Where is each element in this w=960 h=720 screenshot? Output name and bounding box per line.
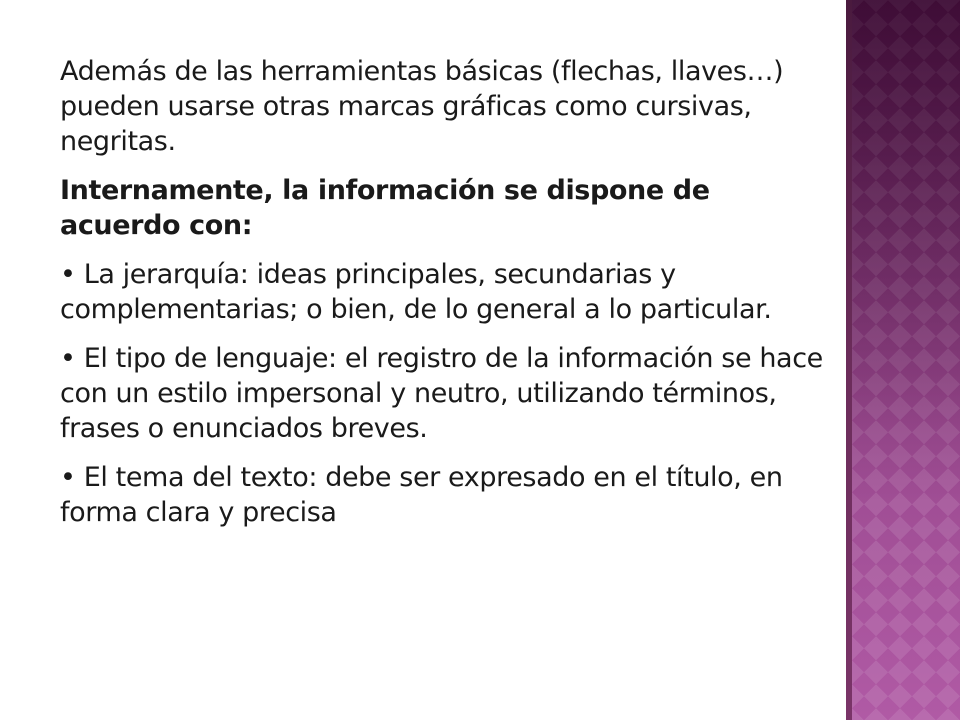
slide-content [60, 54, 830, 544]
bullet-language-type: • El tipo de lenguaje: el registro de la información se hace con un estilo impersonal y neutro, utilizando términos, frases o enunciados breves. [60, 343, 823, 444]
paragraph-graphic-marks: Además de las herramientas básicas (flechas, llaves…) pueden usarse otras marcas gráficas como cursivas, negritas. [60, 56, 784, 157]
bullet-hierarchy: • La jerarquía: ideas principales, secundarias y complementarias; o bien, de lo general a lo particular. [60, 259, 772, 325]
bullet-text-topic: • El tema del texto: debe ser expresado en el título, en forma clara y precisa [60, 462, 783, 528]
decorative-side-panel [852, 0, 960, 720]
paragraph-internal-organization-heading: Internamente, la información se dispone de acuerdo con: [60, 175, 710, 241]
